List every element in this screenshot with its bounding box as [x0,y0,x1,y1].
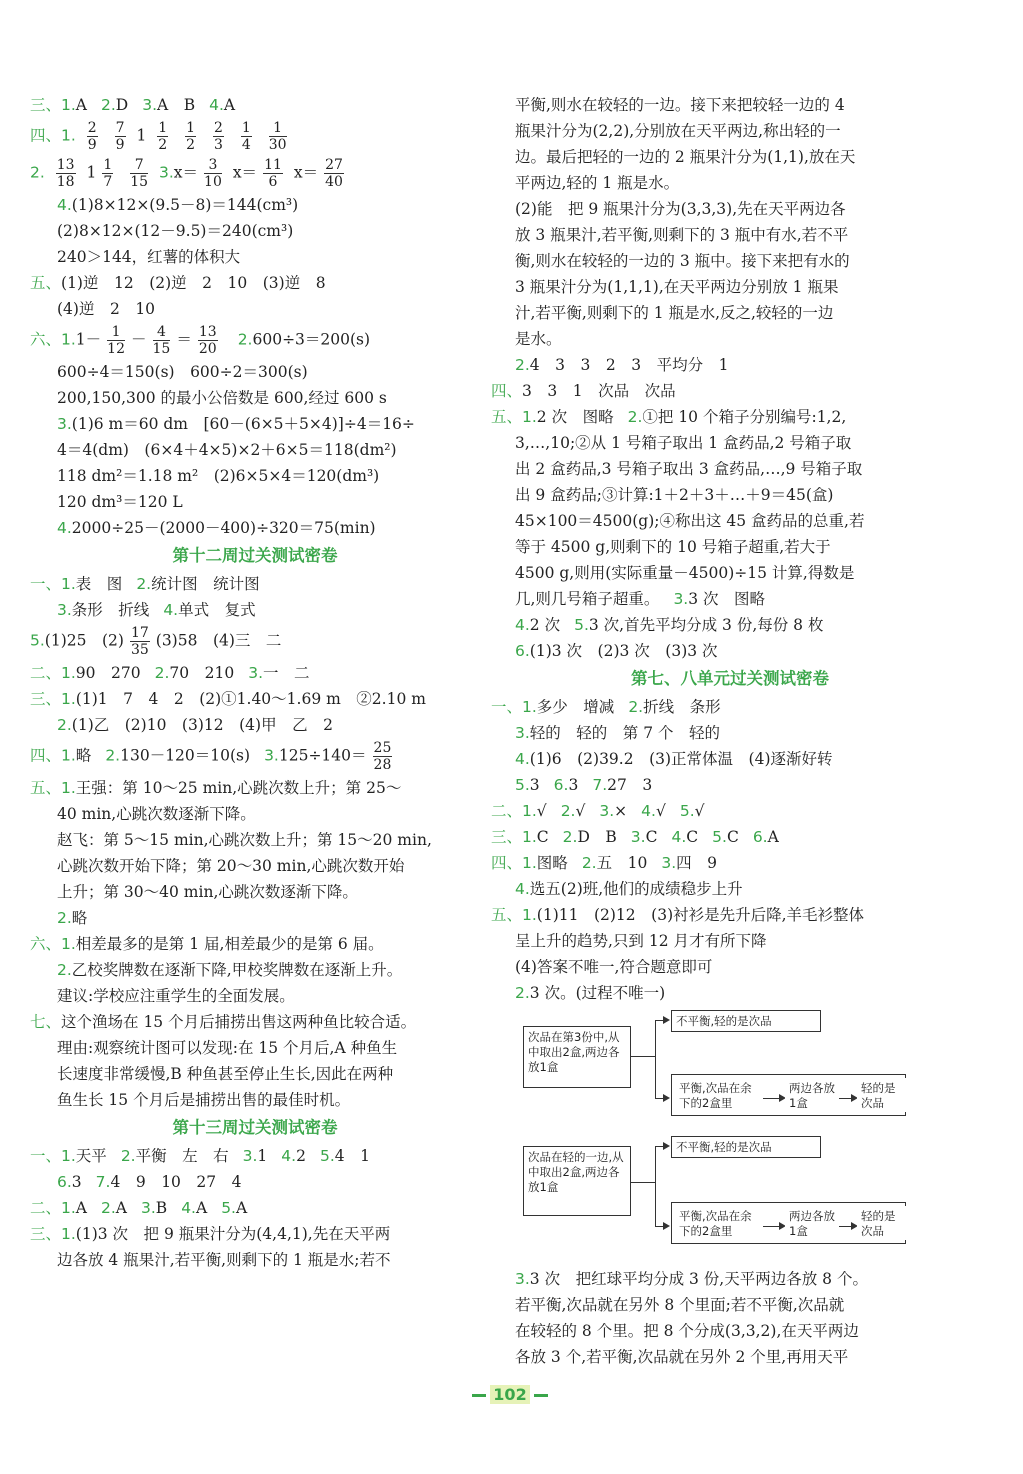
answer-line: 长速度非常缓慢,B 种鱼甚至停止生长,因此在两种 [57,1065,394,1083]
answer-line: 2.3 次。(过程不唯一) [515,984,666,1002]
fraction: $\frac{13}{20}$ [198,324,217,357]
answer-line: 2.乙校奖牌数在逐渐下降,甲校奖牌数在逐渐上升。 [57,961,403,979]
answer-line: 在较轻的 8 个里。把 8 个分成(3,3,2),在天平两边 [515,1322,859,1340]
answer-line: 6.3 7.4 9 10 27 4 [57,1173,242,1191]
answer-line: 3,…,10;②从 1 号箱子取出 1 盒药品,2 号箱子取 [515,434,852,452]
answer-line: 二、1.A 2.A 3.B 4.A 5.A [30,1199,248,1217]
answer-line: 5.(1)25 (2) $\frac{17}{35}$ (3)58 (4)三 二 [30,625,282,658]
flow-diagram [523,1136,943,1260]
page-number: 102 [455,1382,565,1408]
answer-line: 是水。 [515,330,562,348]
left-column [30,92,480,1273]
answer-line: 三、1.C 2.D B 3.C 4.C 5.C 6.A [491,828,779,846]
fraction: $\frac{2}{3}$ [213,120,223,153]
answer-line: 平两边,轻的 1 瓶是水。 [515,174,680,192]
answer-line: 平衡,则水在较轻的一边。接下来把较轻一边的 4 [515,96,845,114]
diagram-step-label: 轻的是次品 [857,1206,907,1240]
answer-line: 240＞144，红薯的体积大 [57,248,241,266]
fraction: $\frac{11}{6}$ [264,157,282,190]
answer-line: (2)8×12×(12－9.5)＝240(cm³) [57,222,294,240]
section-heading: 第十二周过关测试密卷 [172,546,338,565]
answer-line: 五、1.王强：第 10～25 min,心跳次数上升；第 25～ [30,779,402,797]
answer-line: 4.2 次 5.3 次,首先平均分成 3 份,每份 8 枚 [515,616,824,634]
diagram-start-box: 次品在第3份中,从中取出2盒,两边各放1盒 [523,1026,631,1088]
answer-line: 汁,若平衡,则剩下的 1 瓶是水,反之,较轻的一边 [515,304,834,322]
answer-line: 五、1.2 次 图略 2.①把 10 个箱子分别编号:1,2, [491,408,847,426]
answer-line: 三、1.(1)3 次 把 9 瓶果汁分为(4,4,1),先在天平两 [30,1225,391,1243]
answer-line: 出 9 盒药品;③计算:1＋2＋3＋…＋9＝45(盒) [515,486,834,504]
answer-line: 3.(1)6 m＝60 dm [60－(6×5＋5×4)]÷4＝16÷ [57,415,415,433]
section-heading: 第十三周过关测试密卷 [172,1118,338,1137]
diagram-step-label: 两边各放1盒 [785,1206,845,1240]
answer-line: 4.(1)8×12×(9.5－8)＝144(cm³) [57,196,299,214]
fraction: $\frac{7}{9}$ [115,120,125,153]
answer-line: 3.轻的 轻的 第 7 个 轻的 [515,724,721,742]
answer-line: 心跳次数开始下降；第 20～30 min,心跳次数开始 [57,857,405,875]
diagram-step-label: 平衡,次品在余下的2盒里 [675,1078,765,1112]
answer-line: (2)能 把 9 瓶果汁分为(3,3,3),先在天平两边各 [515,200,846,218]
diagram-top-box: 不平衡,轻的是次品 [671,1010,821,1032]
answer-line: 4500 g,则用(实际重量－4500)÷15 计算,得数是 [515,564,855,582]
answer-line: 120 dm³＝120 L [57,493,183,511]
answer-line: 六、1.1－ $\frac{1}{12}$ － $\frac{4}{15}$ ＝ $\frac{13}{20}$ 2.600÷3＝200(s) [30,324,371,357]
answer-line: 边。最后把轻的一边的 2 瓶果汁分为(1,1),放在天 [515,148,856,166]
answer-line: 45×100＝4500(g);④称出这 45 盒药品的总重,若 [515,512,865,530]
answer-line: 理由:观察统计图可以发现:在 15 个月后,A 种鱼生 [57,1039,398,1057]
answer-line: 3.3 次 把红球平均分成 3 份,天平两边各放 8 个。 [515,1270,868,1288]
answer-line: 衡,则水在较轻的一边的 3 瓶中。接下来把有水的 [515,252,850,270]
answer-line: 四、1. $\frac{2}{9}$ $\frac{7}{9}$ 1 $\frac{1}{2}$ $\frac{1}{2}$ $\frac{2}{3}$ $\frac{1}{4}$ $\frac{1}{30}$ [30,120,287,153]
fraction: $\frac{4}{15}$ [152,324,171,357]
diagram-step-label: 平衡,次品在余下的2盒里 [675,1206,765,1240]
fraction: $\frac{25}{28}$ [373,740,392,773]
answer-line: (4)逆 2 10 [57,300,156,318]
answer-line: 三、1.(1)1 7 4 2 (2)①1.40～1.69 m ②2.10 m [30,690,426,708]
answer-line: 瓶果汁分为(2,2),分别放在天平两边,称出轻的一 [515,122,841,140]
answer-line: 四、3 3 1 次品 次品 [491,382,676,400]
answer-line: 一、1.天平 2.平衡 左 右 3.1 4.2 5.4 1 [30,1147,370,1165]
fraction: $\frac{27}{40}$ [325,157,343,190]
diagram-top-box: 不平衡,轻的是次品 [671,1136,821,1158]
answer-line: 五、1.(1)11 (2)12 (3)衬衫是先升后降,羊毛衫整体 [491,906,865,924]
answer-line: 一、1.表 图 2.统计图 统计图 [30,575,260,593]
fraction: $\frac{1}{30}$ [268,120,287,153]
fraction: $\frac{1}{12}$ [107,324,125,357]
answer-line: 出 2 盒药品,3 号箱子取出 3 盒药品,…,9 号箱子取 [515,460,863,478]
answer-line: 四、1.略 2.130－120＝10(s) 3.125÷140＝ $\frac{25}{28}$ [30,740,392,773]
diagram-start-box: 次品在轻的一边,从中取出2盒,两边各放1盒 [523,1146,631,1216]
answer-line: 200,150,300 的最小公倍数是 600,经过 600 s [57,389,387,407]
answer-line: 鱼生长 15 个月后是捕捞出售的最佳时机。 [57,1091,351,1109]
answer-line: 4.选五(2)班,他们的成绩稳步上升 [515,880,743,898]
answer-line: 3 瓶果汁分为(1,1,1),在天平两边分别放 1 瓶果 [515,278,839,296]
answer-line: 四、1.图略 2.五 10 3.四 9 [491,854,718,872]
answer-line: 六、1.相差最多的是第 1 届,相差最少的是第 6 届。 [30,935,384,953]
right-column [491,92,945,1370]
answer-line: 2.4 3 3 2 3 平均分 1 [515,356,729,374]
answer-line: 118 dm²＝1.18 m² (2)6×5×4＝120(dm³) [57,467,380,485]
answer-line: 三、1.A 2.D 3.A B 4.A [30,96,236,114]
fraction: $\frac{1}{4}$ [241,120,251,153]
answer-line: 五、(1)逆 12 (2)逆 2 10 (3)逆 8 [30,274,326,292]
diagram-step-label: 两边各放1盒 [785,1078,845,1112]
answer-line: 40 min,心跳次数逐渐下降。 [57,805,256,823]
fraction: $\frac{2}{9}$ [87,120,97,153]
answer-line: 2. $\frac{13}{18}$ 1 $\frac{1}{7}$ $\frac{7}{15}$ 3.x＝ $\frac{3}{10}$ x＝ $\frac{11}{6}$ x＝ $\frac{27}{40}$ [30,157,343,190]
answer-line: 6.(1)3 次 (2)3 次 (3)3 次 [515,642,718,660]
answer-line: 二、1.√ 2.√ 3.× 4.√ 5.√ [491,802,705,820]
answer-line: 3.条形 折线 4.单式 复式 [57,601,256,619]
fraction: $\frac{1}{2}$ [186,120,196,153]
answer-line: 七、这个渔场在 15 个月后捕捞出售这两种鱼比较合适。 [30,1013,417,1031]
section-heading: 第七、八单元过关测试密卷 [631,669,829,688]
answer-line: 若平衡,次品就在另外 8 个里面;若不平衡,次品就 [515,1296,845,1314]
answer-line: 4.2000÷25－(2000－400)÷320＝75(min) [57,519,376,537]
fraction: $\frac{7}{15}$ [130,157,149,190]
answer-line: 呈上升的趋势,只到 12 月才有所下降 [515,932,767,950]
answer-line: 上升；第 30～40 min,心跳次数逐渐下降。 [57,883,358,901]
answer-line: 2.(1)乙 (2)10 (3)12 (4)甲 乙 2 [57,716,333,734]
answer-line: 建议:学校应注重学生的全面发展。 [57,987,295,1005]
answer-line: (4)答案不唯一,符合题意即可 [515,958,713,976]
fraction: $\frac{13}{18}$ [56,157,75,190]
answer-line: 600÷4＝150(s) 600÷2＝300(s) [57,363,308,381]
fraction: $\frac{1}{2}$ [158,120,168,153]
answer-line: 赵飞：第 5～15 min,心跳次数上升；第 15～20 min, [57,831,432,849]
answer-line: 几,则几号箱子超重。 3.3 次 图略 [515,590,766,608]
flow-diagram [523,1010,943,1130]
answer-line: 边各放 4 瓶果汁,若平衡,则剩下的 1 瓶是水;若不 [57,1251,391,1269]
fraction: $\frac{1}{7}$ [103,157,113,190]
answer-line: 放 3 瓶果汁,若平衡,则剩下的 3 瓶中有水,若不平 [515,226,849,244]
diagram-step-label: 轻的是次品 [857,1078,907,1112]
answer-line: 等于 4500 g,则剩下的 10 号箱子超重,若大于 [515,538,831,556]
answer-line: 4.(1)6 (2)39.2 (3)正常体温 (4)逐渐好转 [515,750,833,768]
answer-line: 一、1.多少 增减 2.折线 条形 [491,698,721,716]
fraction: $\frac{17}{35}$ [130,625,149,658]
answer-line: 5.3 6.3 7.27 3 [515,776,653,794]
answer-line: 4＝4(dm) (6×4＋4×5)×2＋6×5＝118(dm²) [57,441,397,459]
fraction: $\frac{3}{10}$ [204,157,222,190]
answer-line: 2.略 [57,909,88,927]
answer-line: 二、1.90 270 2.70 210 3.一 二 [30,664,310,682]
answer-line: 各放 3 个,若平衡,次品就在另外 2 个里,再用天平 [515,1348,849,1366]
